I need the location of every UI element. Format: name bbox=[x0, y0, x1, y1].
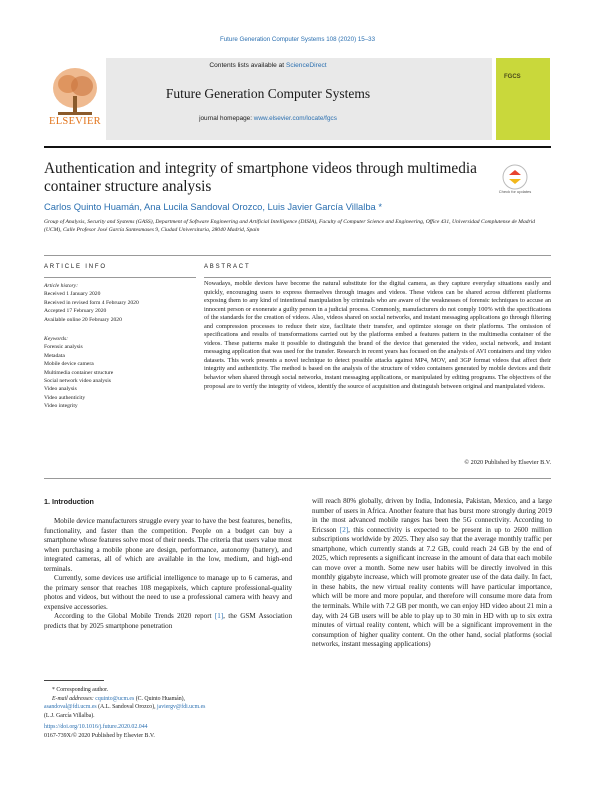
history-revised: Received in revised form 4 February 2020 bbox=[44, 299, 139, 306]
body-rule bbox=[44, 478, 551, 479]
email-addresses bbox=[44, 695, 294, 704]
keyword-item: Mobile device camera bbox=[44, 361, 94, 368]
footnote bbox=[44, 686, 294, 720]
email-link[interactable]: javiergv@fdi.ucm.es bbox=[157, 704, 206, 710]
header-rule bbox=[44, 146, 551, 148]
journal-cover-label: FGCS bbox=[504, 74, 521, 80]
paragraph-text: , this connectivity is expected to be present in up to 2600 million subscriptions worldwide by 2025. They also say that the average monthly traffic per smartphone, which currently stands at 7.2 GB, could reach 24 GB by the end of 2025, which represents a significant increase in the amount of data that each mobile can move over a month. Some new user habits will be directly involved in this monthly gigabyte increase, which will promote greater use of the data daily. In fact, in these habits, the new virtual reality contents will have particular importance, which will be more and more popular, and therefore will consume more data from the terminals. While with 7.2 GB per month, we can enjoy HD video about 21 min a day, with 24 GB users will be able to play up to 30 min in HD with up to six extra minutes of virtual reality content, which will be a significant improvement in the consumption of higher quality content. On the other hand, social platforms (social networks, instant messaging applications) bbox=[312, 525, 552, 649]
article-info-rule bbox=[44, 277, 196, 278]
doi-link[interactable]: https://doi.org/10.1016/j.future.2020.02.044 bbox=[44, 724, 148, 730]
journal-cover-thumbnail bbox=[496, 58, 550, 140]
corresponding-author-note: * Corresponding author. bbox=[52, 687, 109, 693]
email-owner: (C. Quinto Huamán), bbox=[134, 695, 185, 702]
abstract-copyright: © 2020 Published by Elsevier B.V. bbox=[464, 459, 551, 466]
article-info-heading: ARTICLE INFO bbox=[44, 264, 107, 270]
keyword-item: Forensic analysis bbox=[44, 344, 83, 351]
footnote-rule bbox=[44, 680, 104, 681]
paper-title: Authentication and integrity of smartphone videos through multimedia container structure analysis bbox=[44, 160, 477, 195]
paragraph-text: will reach 80% globally, driven by India, Indonesia, Pakistan, Mexico, and a large number of users in Africa. Another feature that has burst more strongly during 2019 in the most advanced mobile ranges has been the 5G connectivity. According to Ericsson bbox=[312, 497, 552, 534]
section-rule bbox=[44, 255, 551, 256]
affiliation: Group of Analysis, Security and Systems (GASS), Department of Software Engineering and Artificial Intelligence (DISIA), Faculty of Computer Science and Engineering, Office 431, Universidad Complutense de Madrid (UCM), Calle Profesor José García Santesmases 9, Ciudad Universitaria, 28040 Madrid, Spain bbox=[44, 219, 536, 234]
keyword-item: Video analysis bbox=[44, 386, 77, 393]
elsevier-wordmark: ELSEVIER bbox=[49, 116, 101, 127]
keywords bbox=[44, 335, 113, 411]
keyword-item: Metadata bbox=[44, 352, 65, 359]
doi-block bbox=[44, 723, 155, 740]
keywords-label: Keywords: bbox=[44, 336, 69, 342]
elsevier-tree-logo bbox=[44, 58, 106, 140]
introduction-heading: 1. Introduction bbox=[44, 497, 94, 506]
paragraph: Mobile device manufacturers struggle every year to have the best features, benefits, functionality, and faster than the competition. People on a budget can buy a smartphone whose features solve most of their needs. The criteria that users value most when purchasing a mobile phone are design, performance, autonomy (battery), and integrated cameras, all of which are available in the low, medium, and high-end terminals. bbox=[44, 517, 292, 573]
homepage-link[interactable]: www.elsevier.com/locate/fgcs bbox=[253, 115, 337, 122]
history-label: Article history: bbox=[44, 283, 79, 289]
body-column-left bbox=[44, 517, 292, 632]
email-link[interactable]: cquinto@ucm.es bbox=[95, 695, 135, 702]
check-for-updates-label[interactable]: Check for updates bbox=[498, 189, 532, 194]
abstract-text: Nowadays, mobile devices have become the natural substitute for the digital camera, as they capture everyday situations easily and quickly, encouraging users to express themselves through images and videos. These videos can be shared across different platforms exposing them to any kind of intentional manipulation by criminals who are aware of the weaknesses of forensic techniques to accuse an innocent person or exonerate a guilty person in a judicial process. Commonly, manufacturers do not comply 100% with the specifications of the standards for the creation of videos. Also, videos shared on social networks, and instant messaging applications go through filtering and compression processes to reduce their size, facilitate their transfer, and optimize storage on their platforms. The omission of specifications and results of transformations carried out by the platforms embed a features pattern in the multimedia container of the videos. These patterns make it possible to distinguish the brand of the device that generated the video, social network, and instant messaging application that was used for the transfer. Research in recent years has focused on the analysis of AVI containers and tiny video datasets. This work presents a novel technique to detect possible attacks against MP4, MOV, and 3GP format videos that affect their integrity and authenticity. The method is based on the analysis of the structure of video containers generated by mobile devices and their behavior when shared through social networks, instant messaging applications, or manipulated by editing programs. The objectives of the proposal are to verify the integrity of videos, identify the source of acquisition and distinguish between original and manipulated videos. bbox=[204, 280, 551, 390]
email-owner-line: (L.J. García Villalba). bbox=[44, 712, 95, 719]
paragraph: Currently, some devices use artificial intelligence to manage up to 6 cameras, and the primary sensor that reaches 108 megapixels, which capture professional-quality photos and videos, but without the need to use a professional camera with heavy and expensive accessories. bbox=[44, 574, 292, 611]
journal-reference: Future Generation Computer Systems 108 (2020) 15–33 bbox=[219, 36, 376, 43]
paragraph bbox=[44, 612, 292, 631]
email-label: E-mail addresses: bbox=[52, 695, 96, 702]
email-owner: (A.L. Sandoval Orozco), bbox=[96, 704, 158, 710]
abstract-rule bbox=[204, 277, 551, 278]
history-accepted: Accepted 17 February 2020 bbox=[44, 308, 107, 315]
sciencedirect-link[interactable]: ScienceDirect bbox=[285, 62, 327, 69]
email-addresses-continued bbox=[44, 703, 294, 712]
citation-link[interactable]: [2] bbox=[339, 525, 349, 534]
article-history bbox=[44, 282, 139, 324]
email-link[interactable]: asandoval@fdi.ucm.es bbox=[44, 704, 97, 710]
journal-homepage bbox=[44, 115, 492, 122]
citation-link[interactable]: [1] bbox=[214, 612, 224, 621]
contents-prefix: Contents lists available at bbox=[209, 62, 286, 69]
journal-title: Future Generation Computer Systems bbox=[165, 86, 371, 101]
history-received: Received 1 January 2020 bbox=[44, 291, 101, 298]
contents-line bbox=[44, 62, 492, 69]
history-online: Available online 20 February 2020 bbox=[44, 316, 122, 323]
keyword-item: Video integrity bbox=[44, 403, 78, 410]
body-column-right bbox=[312, 497, 552, 650]
author-list: Carlos Quinto Huamán, Ana Lucila Sandoval Orozco, Luis Javier García Villalba * bbox=[44, 201, 383, 212]
paragraph bbox=[312, 497, 552, 650]
keyword-item: Multimedia container structure bbox=[44, 369, 114, 376]
paragraph-text: , the GSM Association predicts that by 2025 smartphone penetration bbox=[44, 612, 292, 631]
issn-line: 0167-739X/© 2020 Published by Elsevier B.V. bbox=[44, 732, 155, 739]
keyword-item: Video authenticity bbox=[44, 394, 86, 401]
paragraph-text: According to the Global Mobile Trends 2020 report bbox=[54, 612, 215, 621]
homepage-prefix: journal homepage: bbox=[199, 115, 254, 122]
keyword-item: Social network video analysis bbox=[44, 378, 111, 385]
abstract-heading: ABSTRACT bbox=[204, 264, 251, 270]
